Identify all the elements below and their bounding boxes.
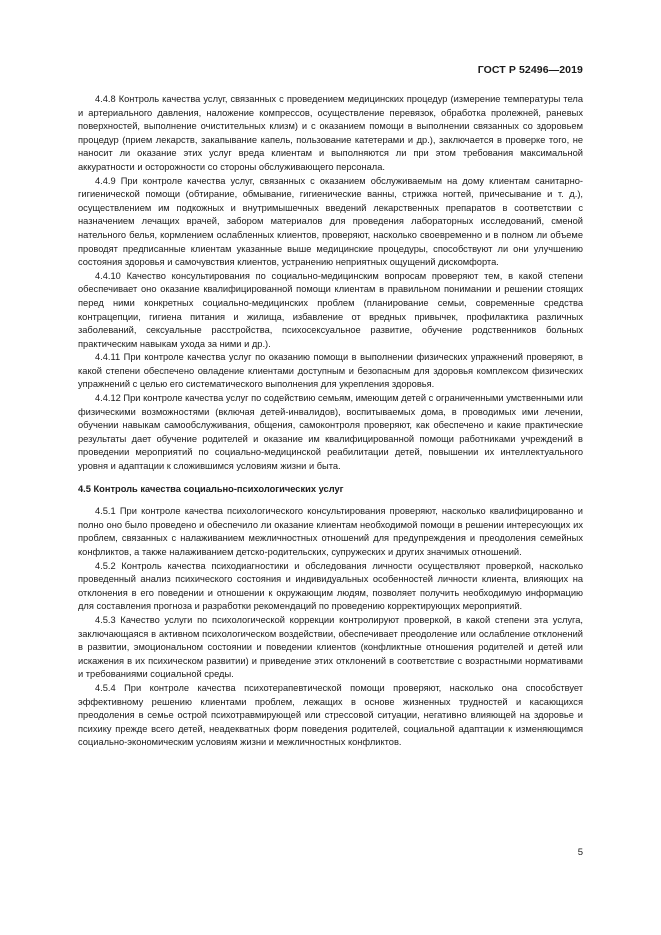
paragraph-4-5-1: 4.5.1 При контроле качества психологического консультирования проверяют, насколько квалифицированно и полно оно было проведено и обеспечило ли оказание клиентам необходимой помощи в решении интересующих их проблем, связанных с налаживанием межличностных отношений для предупреждения и преодоления семейных конфликтов, а также налаживанием детско-родительских, супружеских и других значимых отношений. (78, 506, 583, 557)
paragraph-4-4-11: 4.4.11 При контроле качества услуг по оказанию помощи в выполнении физических упражнений проверяют, в какой степени обеспечено овладение клиентами доступным и безопасным для здоровья комплексом физических упражнений с целью его систематического выполнения для укрепления здоровья. (78, 352, 583, 390)
document-body (78, 93, 583, 750)
paragraph-4-5-4: 4.5.4 При контроле качества психотерапевтической помощи проверяют, насколько она способствует эффективному решению клиентами проблем, лежащих в основе жизненных трудностей и касающихся преодоления в семье острой психотравмирующей или стрессовой ситуации, негативно влияющей на здоровье и психику прежде всего детей, неадекватных форм поведения родителей, социальной адаптации к изменяющимся социально-экономическим условиям жизни и межличностных конфликтов. (78, 682, 583, 748)
section-heading-4-5: 4.5 Контроль качества социально-психологических услуг (78, 483, 344, 494)
paragraph-4-4-10: 4.4.10 Качество консультирования по социально-медицинским вопросам проверяют тем, в какой степени обеспечивает оно оказание квалифицированной помощи клиентам в правильном понимании и решении стоящих перед ними конкретных социально-медицинских проблем (планирование семьи, современные средства контрацепции, гигиена питания и жилища, избавление от вредных привычек, профилактика различных заболеваний, сексуальные расстройства, психосексуальное развитие, обучение родственников больных практическим навыкам ухода за ними и др.). (78, 270, 583, 349)
paragraph-4-5-2: 4.5.2 Контроль качества психодиагностики и обследования личности осуществляют проверкой, насколько проведенный анализ психического состояния и индивидуальных особенностей личности клиента, влияющих на отклонения в его поведении и отношении к окружающим людям, позволяет получить необходимую информацию для составления прогноза и разработки рекомендаций по проведению корректирующих мероприятий. (78, 560, 583, 612)
page-number: 5 (577, 847, 583, 858)
paragraph-4-4-8: 4.4.8 Контроль качества услуг, связанных с проведением медицинских процедур (измерение температуры тела и артериального давления, наложение компрессов, осуществление перевязок, обработка пролежней, раневых поверхностей, выполнение очистительных клизм) и с оказанием помощи в выполнении связанных со здоровьем процедур (прием лекарств, закапывание капель, пользование катетерами и др.), заключается в проверке того, не наносит ли оказание этих услуг вреда клиентам и выполняются ли при этом требования максимальной аккуратности и осторожности со стороны обслуживающего персонала. (78, 94, 583, 172)
paragraph-4-4-12: 4.4.12 При контроле качества услуг по содействию семьям, имеющим детей с ограниченными умственными или физическими возможностями (включая детей-инвалидов), воспитываемых дома, в проводимых ими лечении, обучении навыкам самообслуживания, общения, самоконтроля проверяют, как обеспечено и какие практические результаты дает обучение родителей и оказание им квалифицированной помощи работниками учреждений в проведении мероприятий по социально-медицинской реабилитации детей, повышении их интеллектуального уровня и адаптации к сложившимся условиям жизни и быта. (78, 393, 583, 472)
standard-code-header: ГОСТ Р 52496—2019 (477, 64, 583, 76)
paragraph-4-4-9: 4.4.9 При контроле качества услуг, связанных с оказанием обслуживаемым на дому клиентам санитарно-гигиенической помощи (обтирание, обмывание, гигиенические ванны, стрижка ногтей, причесывание и т. д.), осуществлением им подкожных и внутримышечных введений лекарственных препаратов в соответствии с назначением лечащих врачей, забором материалов для проведения лабораторных исследований, сменой нательного белья, кормлением ослабленных клиентов, проверяют, насколько своевременно и в полном ли объеме проводят предписанные клиентам указанные выше медицинские процедуры, способствуют ли они улучшению состояния здоровья и самочувствия клиентов, устранению неприятных ощущений дискомфорта. (78, 175, 583, 268)
paragraph-4-5-3: 4.5.3 Качество услуги по психологической коррекции контролируют проверкой, в какой степени эта услуга, заключающаяся в активном психологическом воздействии, обеспечивает преодоление или ослабление отклонений в развитии, эмоциональном состоянии и поведении клиентов (конфликтные отношения родителей и детей или искажения в их психическом развитии) и приведение этих отклонений в соответствие с возрастными нормативами и требованиями социальной среды. (78, 614, 583, 680)
